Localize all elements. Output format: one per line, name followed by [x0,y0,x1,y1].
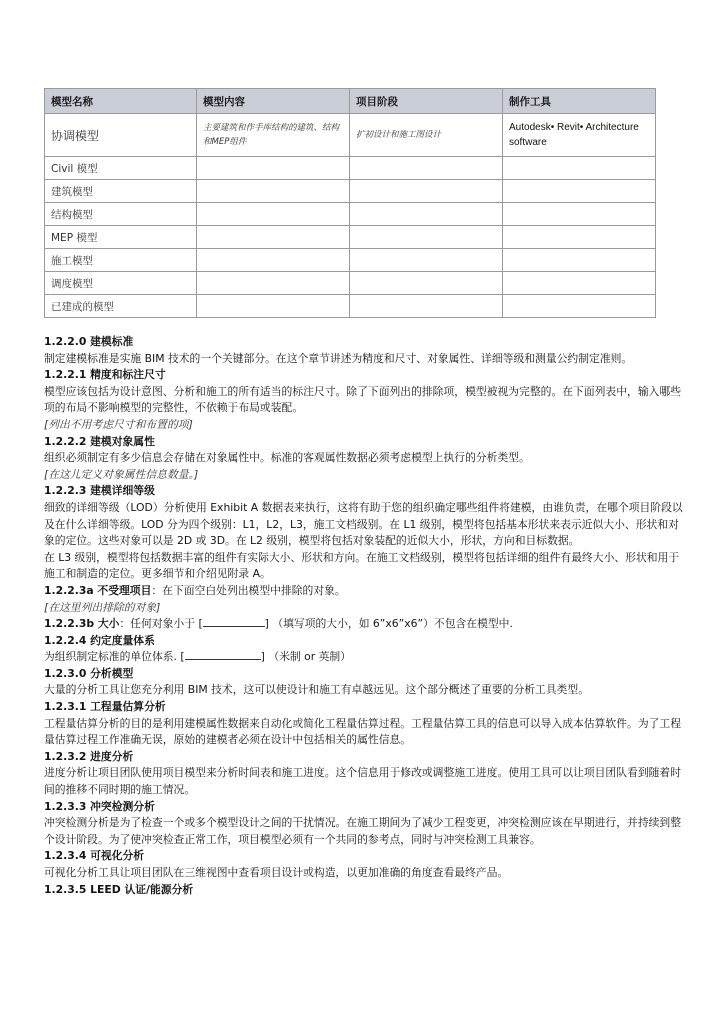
text-1223b-a: ：任何对象小于 [119,617,196,631]
table-row [45,180,656,203]
heading-1223: 1.2.2.3 建模详细等级 [44,484,155,498]
table-row [45,157,656,180]
paragraph-1223-a: 细致的详细等级（LOD）分析使用 Exhibit A 数据表来执行，这将有助于您的组织确定哪些组件将建模，由谁负责，在哪个项目阶段以及在什么详细等级。LOD 分为四个级别：L1，L2，L3，施工文档级别。在 L1 级别，模型将包括基本形状来表示近似大小、形状和对象的定位。这些对象可以是 2D 或 3D。在 L2 级别，模型将包括对象装配的近似大小，形状，方向和目标数据。 [44,500,683,548]
cell-empty [197,249,350,272]
table-row [45,203,656,226]
paragraph-1221: 模型应该包括为设计意图、分析和施工的所有适当的标注尺寸。除了下面列出的排除项，模型被视为完整的。在下面列表中，输入哪些项的布局不影响模型的完整性，不依赖于布局或装配。 [44,384,682,415]
paragraph-1220: 制定建模标准是实施 BIM 技术的一个关键部分。在这个章节讲述为精度和尺寸、对象属性、详细等级和测量公约制定准则。 [44,351,633,365]
paragraph-1234: 可视化分析工具让项目团队在三维视图中查看项目设计或构造，以更加准确的角度查看最终产品。 [44,866,509,879]
cell-model-name: 已建成的模型 [45,295,197,318]
heading-1230: 1.2.3.0 分析模型 [44,666,134,680]
text-1223b-b: （填写项的大小，如 6”x6”x6”）不包含在模型中. [272,617,513,631]
heading-1234: 1.2.3.4 可视化分析 [44,849,145,863]
cell-model-name: 协调模型 [45,114,197,157]
heading-1232: 1.2.3.2 进度分析 [44,749,134,763]
cell-empty [197,272,350,295]
cell-empty [350,249,503,272]
cell-empty [350,295,503,318]
cell-empty [350,180,503,203]
cell-empty [197,295,350,318]
heading-1235: 1.2.3.5 LEED 认证/能源分析 [44,882,194,896]
table-row [45,249,656,272]
header-tool: 制作工具 [503,89,656,114]
cell-empty [503,157,656,180]
cell-model-content: 主要建筑和作手库结构的建筑、结构和MEP组件 [197,114,350,157]
size-blank[interactable] [203,626,265,627]
text-1224-a: 为组织制定标准的单位体系. [44,650,177,664]
line-1223b: 1.2.2.3b 大小：任何对象小于 [ ] （填写项的大小，如 6”x6”x6”）不包含在模型中. [44,617,513,631]
header-project-phase: 项目阶段 [350,89,503,114]
note-1222: [在这儿定义对象属性信息数量。] [44,467,199,481]
cell-model-name: MEP 模型 [45,226,197,249]
cell-empty [350,203,503,226]
table-row [45,226,656,249]
paragraph-1232: 进度分析让项目团队使用项目模型来分析时间表和施工进度。这个信息用于修改或调整施工进度。使用工具可以让项目团队看到随着时间的推移不同时期的施工情况。 [44,766,682,797]
cell-empty [197,180,350,203]
cell-model-name: 结构模型 [45,203,197,226]
heading-1220: 1.2.2.0 建模标准 [44,335,134,348]
unit-blank[interactable] [185,659,261,660]
cell-model-name: Civil 模型 [45,157,197,180]
heading-1231: 1.2.3.1 工程量估算分析 [44,700,166,714]
label-1223b: 1.2.2.3b 大小 [44,617,120,631]
table-row [45,272,656,295]
cell-model-name: 施工模型 [45,249,197,272]
cell-empty [197,226,350,249]
cell-model-name: 调度模型 [45,272,197,295]
cell-empty [350,226,503,249]
paragraph-1231: 工程量估算分析的目的是利用建模属性数据来自动化或简化工程量估算过程。工程量估算工具的信息可以导入成本估算软件。为了工程量估算过程工作准确无误，原始的建模者必须在设计中包括相关的属性信息。 [44,716,682,747]
cell-empty [503,226,656,249]
header-model-content: 模型内容 [197,89,350,114]
heading-1221: 1.2.2.1 精度和标注尺寸 [44,368,166,382]
cell-empty [350,272,503,295]
paragraph-1222: 组织必须制定有多少信息会存储在对象属性中。标准的客观属性数据必须考虑模型上执行的分析类型。 [44,451,530,465]
cell-empty [503,295,656,318]
paragraph-1230: 大量的分析工具让您充分利用 BIM 技术，这可以使设计和施工有卓越远见。这个部分概述了重要的分析工具类型。 [44,683,590,697]
paragraph-1233: 冲突检测分析是为了检查一个或多个模型设计之间的干扰情况。在施工期间为了减少工程变更，冲突检测应该在早期进行，并持续到整个设计阶段。为了使冲突检查正常工作，项目模型必须有一个共同的参考点，同时与冲突检测工具兼容。 [44,816,682,846]
line-1224: 为组织制定标准的单位体系. [ ] （米制 or 英制） [44,650,352,664]
label-1223a: 1.2.2.3a 不受理项目 [44,583,152,597]
table-row [45,114,656,157]
table-header-row [45,89,656,114]
cell-empty [197,157,350,180]
text-1223a: ：在下面空白处列出模型中排除的对象。 [151,583,346,597]
cell-empty [350,157,503,180]
cell-project-phase: 扩初设计和施工图设计 [350,114,503,157]
cell-empty [197,203,350,226]
line-1223a [44,583,684,600]
cell-empty [503,249,656,272]
model-table [44,88,656,318]
note-1221: [列出不用考虑尺寸和布置的项] [44,417,193,431]
cell-empty [503,203,656,226]
heading-1224: 1.2.2.4 约定度量体系 [44,633,155,647]
text-1224-b: （米制 or 英制） [268,650,352,664]
cell-model-name: 建筑模型 [45,180,197,203]
cell-tool: Autodesk• Revit• Architecture software [503,114,656,157]
note-1223a: [在这里列出排除的对象] [44,600,161,614]
cell-empty [503,272,656,295]
heading-1222: 1.2.2.2 建模对象属性 [44,434,155,448]
table-row [45,295,656,318]
header-model-name: 模型名称 [45,89,197,114]
body-text [44,334,684,898]
paragraph-1223-b: 在 L3 级别，模型将包括数据丰富的组件有实际大小、形状和方向。在施工文档级别，模型将包括详细的组件有最终大小、形状和用于施工和制造的定位。更多细节和介绍见附录 A。 [44,550,680,581]
cell-empty [503,180,656,203]
heading-1233: 1.2.3.3 冲突检测分析 [44,799,155,813]
